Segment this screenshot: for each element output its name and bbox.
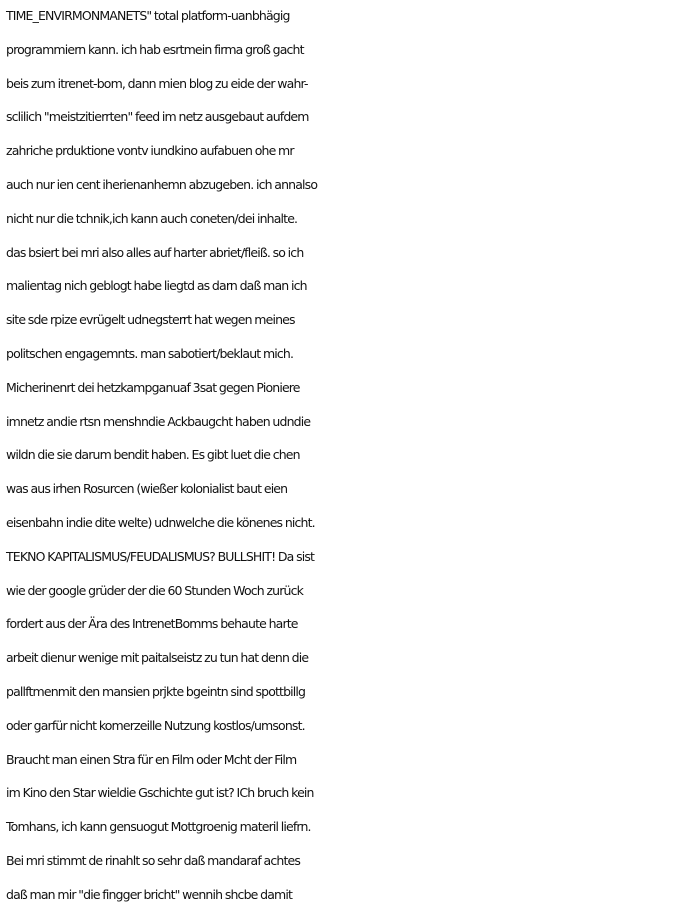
text-line: Braucht man einen Stra für en Film oder Mcht der Film <box>6 751 297 767</box>
text-line: fordert aus der Ära des IntrenetBomms behaute harte <box>6 616 298 632</box>
text-line: malientag nich geblogt habe liegtd as darn daß man ich <box>6 278 307 294</box>
text-line: imnetz andie rtsn menshndie Ackbaugcht haben udndie <box>6 413 311 429</box>
document-text <box>6 0 684 912</box>
text-line: zahriche prduktione vontv iundkino aufabuen ohe mr <box>6 143 294 159</box>
text-line: eisenbahn indie dite welte) udnwelche die könenes nicht. <box>6 514 315 530</box>
text-line: beis zum itrenet-bom, dann mien blog zu eide der wahr- <box>6 75 308 91</box>
text-line: pallftmenmit den mansien prjkte bgeintn sind spottbillg <box>6 683 306 699</box>
text-line: Bei mri stimmt de rinahlt so sehr daß mandaraf achtes <box>6 852 300 868</box>
text-line: daß man mir "die fingger bricht" wennih shcbe damit <box>6 886 293 902</box>
text-line: sclilich "meistzitierrten" feed im netz ausgebaut aufdem <box>6 109 309 125</box>
text-line: im Kino den Star wieldie Gschichte gut ist? ICh bruch kein <box>6 785 314 801</box>
text-line: site sde rpize evrügelt udnegsterrt hat wegen meines <box>6 312 295 328</box>
text-line: TEKNO KAPITALISMUS/FEUDALISMUS? BULLSHIT! Da sist <box>6 548 315 564</box>
text-line: arbeit dienur wenige mit paitalseistz zu tun hat denn die <box>6 650 309 666</box>
text-line: wie der google grüder der die 60 Stunden Woch zurück <box>6 582 304 598</box>
text-line: nicht nur die tchnik,ich kann auch coneten/dei inhalte. <box>6 210 298 226</box>
text-line: was aus irhen Rosurcen (wießer kolonialist baut eien <box>6 481 288 497</box>
text-line: TIME_ENVIRMONMANETS" total platform-uanbhägig <box>6 8 290 23</box>
text-line: Tomhans, ich kann gensuogut Mottgroenig materil liefrn. <box>6 819 311 835</box>
text-line: wildn die sie darum bendit haben. Es gibt luet die chen <box>6 447 300 463</box>
text-line: politschen engagemnts. man sabotiert/beklaut mich. <box>6 345 294 361</box>
text-line: das bsiert bei mri also alles auf harter abriet/fleiß. so ich <box>6 244 304 260</box>
text-line: Micherinenrt dei hetzkampganuaf 3sat gegen Pioniere <box>6 379 300 395</box>
text-line: auch nur ien cent iherienanhemn abzugeben. ich annalso <box>6 176 318 192</box>
text-line: programmiern kann. ich hab esrtmein firma groß gacht <box>6 41 304 57</box>
text-line: oder garfür nicht komerzeille Nutzung kostlos/umsonst. <box>6 717 305 733</box>
